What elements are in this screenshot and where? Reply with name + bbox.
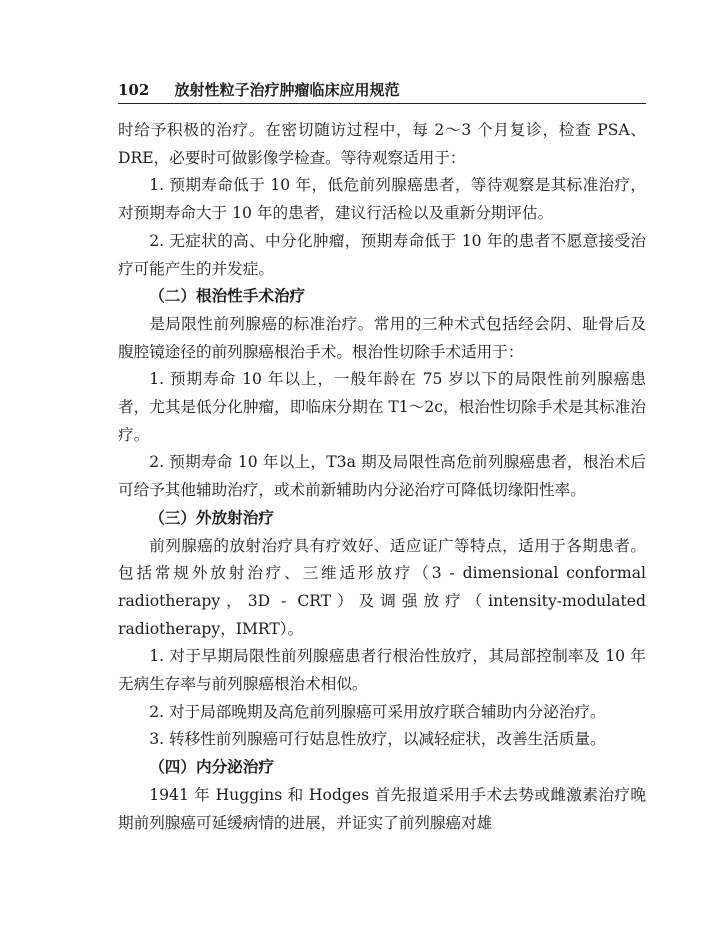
section-heading-endocrine-therapy: （四）内分泌治疗: [149, 758, 274, 777]
paragraph-list-item: 3. 转移性前列腺癌可行姑息性放疗，以减轻症状，改善生活质量。: [149, 730, 606, 749]
header-divider: [118, 103, 646, 104]
paragraph-list-item: 1. 预期寿命低于 10 年，低危前列腺癌患者，等待观察是其标准治疗，对预期寿命大于 10 年的患者，建议行活检以及重新分期评估。: [118, 176, 646, 223]
section-heading-external-radiotherapy: （三）外放射治疗: [149, 508, 274, 527]
page-body: [118, 117, 646, 837]
running-title: 放射性粒子治疗肿瘤临床应用规范: [174, 81, 400, 99]
paragraph-list-item: 2. 对于局部晚期及高危前列腺癌可采用放疗联合辅助内分泌治疗。: [149, 702, 606, 721]
page-number: 102: [118, 81, 150, 99]
paragraph-list-item: 1. 预期寿命 10 年以上，一般年龄在 75 岁以下的局限性前列腺癌患者，尤其是低分化肿瘤，即临床分期在 T1～2c，根治性切除手术是其标准治疗。: [118, 370, 646, 444]
paragraph-endocrine-intro: 1941 年 Huggins 和 Hodges 首先报道采用手术去势或雌激素治疗晚期前列腺癌可延缓病情的进展，并证实了前列腺癌对雄: [118, 785, 646, 832]
paragraph-list-item: 2. 预期寿命 10 年以上，T3a 期及局限性高危前列腺癌患者，根治术后可给予其他辅助治疗，或术前新辅助内分泌治疗可降低切缘阳性率。: [118, 453, 646, 500]
paragraph-watchful-waiting-intro: 时给予积极的治疗。在密切随访过程中，每 2～3 个月复诊，检查 PSA、DRE，必要时可做影像学检查。等待观察适用于：: [118, 121, 646, 167]
paragraph-surgery-intro: 是局限性前列腺癌的标准治疗。常用的三种术式包括经会阴、耻骨后及腹腔镜途径的前列腺癌根治手术。根治性切除手术适用于：: [118, 314, 646, 361]
paragraph-list-item: 2. 无症状的高、中分化肿瘤，预期寿命低于 10 年的患者不愿意接受治疗可能产生的并发症。: [118, 231, 646, 278]
running-header: [118, 80, 648, 100]
section-heading-radical-surgery: （二）根治性手术治疗: [149, 287, 306, 306]
paragraph-list-item: 1. 对于早期局限性前列腺癌患者行根治性放疗，其局部控制率及 10 年无病生存率与前列腺癌根治术相似。: [118, 647, 646, 694]
paragraph-radiotherapy-intro: 前列腺癌的放射治疗具有疗效好、适应证广等特点，适用于各期患者。包括常规外放射治疗、三维适形放疗（3 - dimensional conformal radiotherapy，3D - CRT）及调强放疗（intensity-modulated radiotherapy，IMRT）。: [118, 536, 646, 638]
